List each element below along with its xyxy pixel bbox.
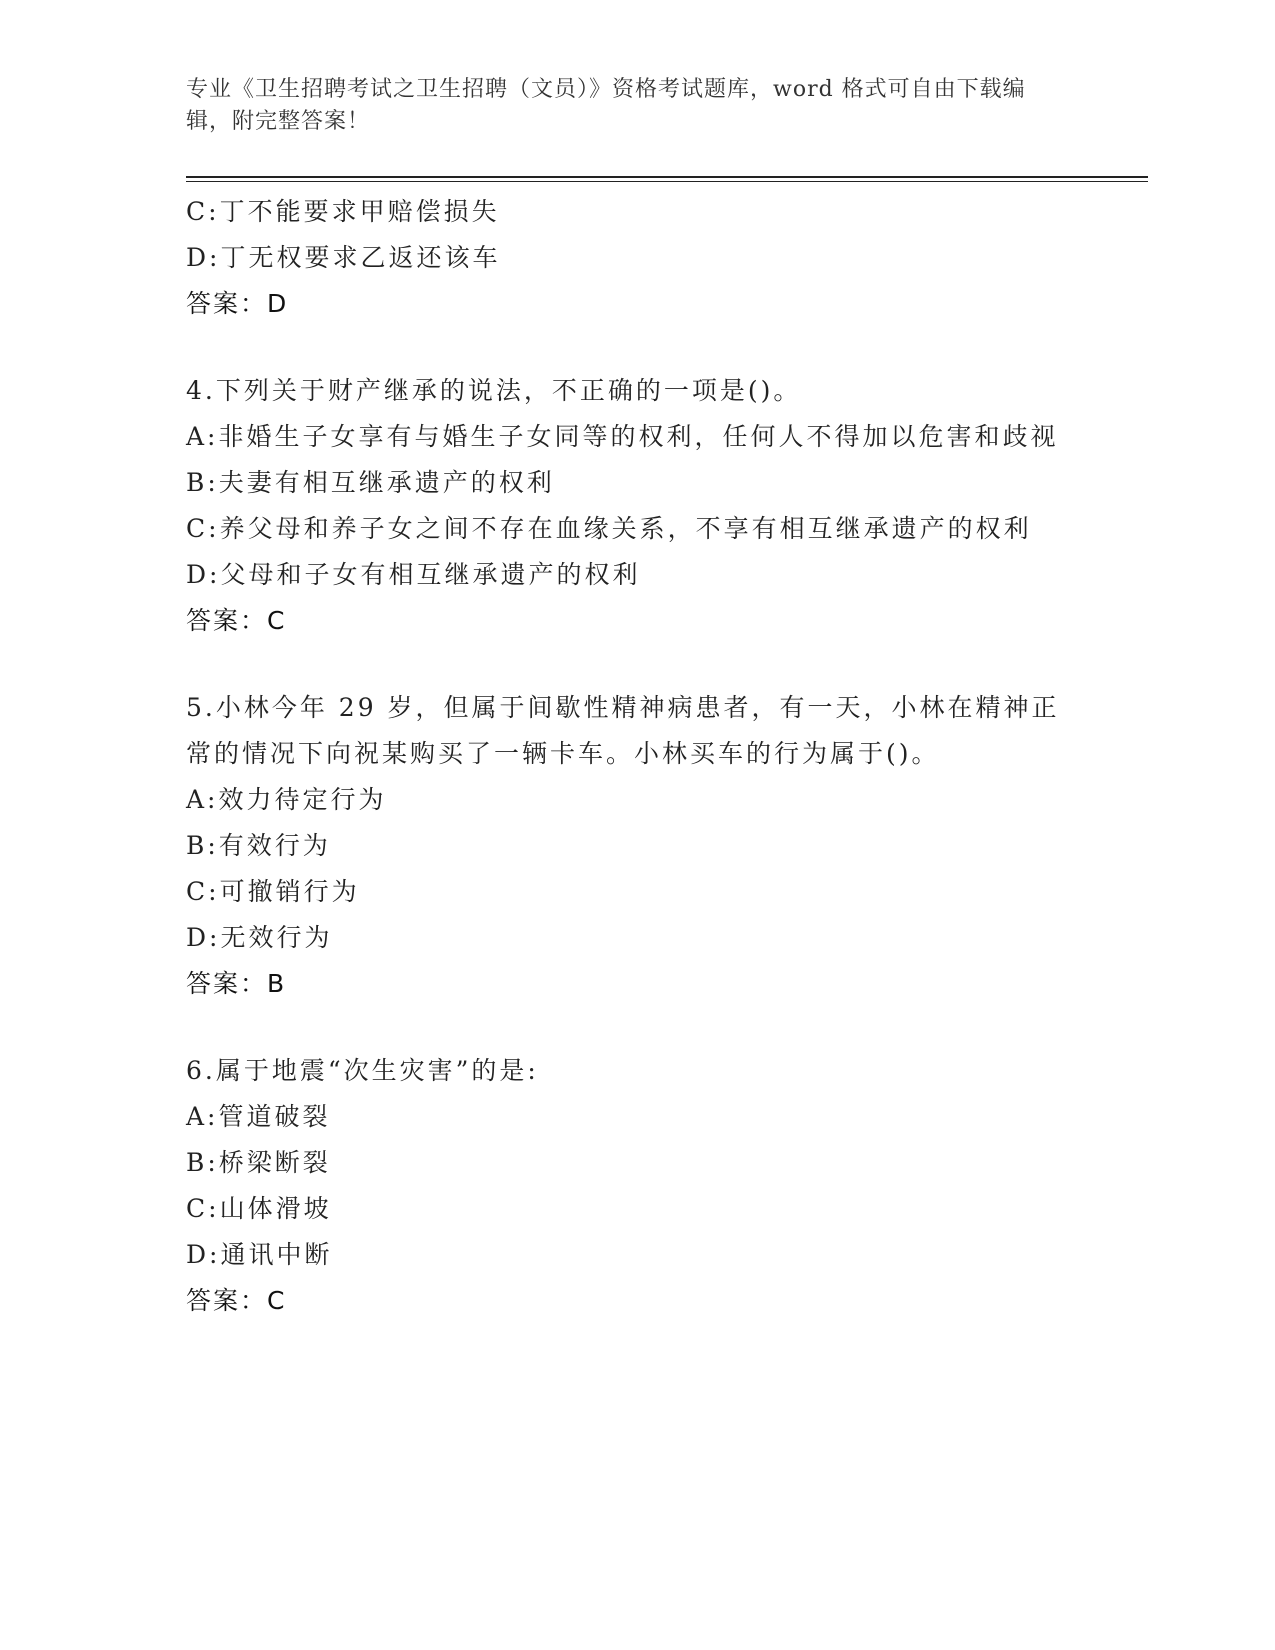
question-6: [186, 1048, 1086, 1324]
option-a: [186, 414, 1086, 460]
option-key: B:: [186, 468, 219, 497]
option-text: 父母和子女有相互继承遗产的权利: [220, 560, 641, 589]
option-key: C:: [186, 1194, 220, 1223]
option-key: C:: [186, 514, 220, 543]
document-header: 专业《卫生招聘考试之卫生招聘（文员）》资格考试题库，word 格式可自由下载编辑，附完整答案！: [186, 77, 1026, 134]
option-key: D:: [186, 923, 221, 952]
answer-line: 答案：B: [186, 969, 287, 998]
document-body: [186, 189, 1086, 1324]
option-text: 夫妻有相互继承遗产的权利: [218, 468, 555, 497]
option-d: [186, 235, 1086, 281]
option-a: [186, 1094, 1086, 1140]
option-b: [186, 1140, 1086, 1186]
option-key: D:: [186, 1240, 221, 1269]
option-text: 养父母和养子女之间不存在血缘关系，不享有相互继承遗产的权利: [219, 514, 1032, 543]
question-stem: 5.小林今年 29 岁，但属于间歇性精神病患者，有一天，小林在精神正常的情况下向祝某购买了一辆卡车。小林买车的行为属于()。: [186, 693, 1060, 768]
question-4: [186, 368, 1086, 644]
option-text: 管道破裂: [218, 1102, 331, 1131]
option-d: [186, 552, 1086, 598]
option-text: 山体滑坡: [219, 1194, 332, 1223]
option-key: B:: [186, 831, 219, 860]
option-d: [186, 1232, 1086, 1278]
option-key: A:: [186, 1102, 219, 1131]
header-rule-thick: [186, 176, 1148, 178]
question-3-continued: [186, 189, 1086, 327]
option-key: A:: [186, 422, 219, 451]
option-text: 可撤销行为: [219, 877, 360, 906]
option-key: D:: [186, 560, 221, 589]
option-key: A:: [186, 785, 219, 814]
option-text: 有效行为: [218, 831, 331, 860]
option-text: 非婚生子女享有与婚生子女同等的权利，任何人不得加以危害和歧视: [218, 422, 1059, 451]
option-text: 桥梁断裂: [218, 1148, 331, 1177]
option-key: C:: [186, 197, 220, 226]
option-text: 丁不能要求甲赔偿损失: [219, 197, 500, 226]
option-text: 通讯中断: [220, 1240, 333, 1269]
option-key: C:: [186, 877, 220, 906]
option-key: B:: [186, 1148, 219, 1177]
answer-line: 答案：D: [186, 289, 289, 318]
option-a: [186, 777, 1086, 823]
option-text: 无效行为: [220, 923, 333, 952]
question-stem: 4.下列关于财产继承的说法，不正确的一项是()。: [186, 376, 802, 405]
option-text: 效力待定行为: [218, 785, 387, 814]
answer-line: 答案：C: [186, 606, 287, 635]
option-c: [186, 189, 1086, 235]
question-stem: 6.属于地震“次生灾害”的是:: [186, 1056, 539, 1085]
option-key: D:: [186, 243, 221, 272]
answer-line: 答案：C: [186, 1286, 287, 1315]
option-c: [186, 1186, 1086, 1232]
option-text: 丁无权要求乙返还该车: [220, 243, 501, 272]
option-b: [186, 460, 1086, 506]
header-rule-thin: [186, 181, 1148, 182]
option-d: [186, 915, 1086, 961]
option-c: [186, 869, 1086, 915]
question-5: [186, 685, 1086, 1007]
option-b: [186, 823, 1086, 869]
option-c: [186, 506, 1086, 552]
